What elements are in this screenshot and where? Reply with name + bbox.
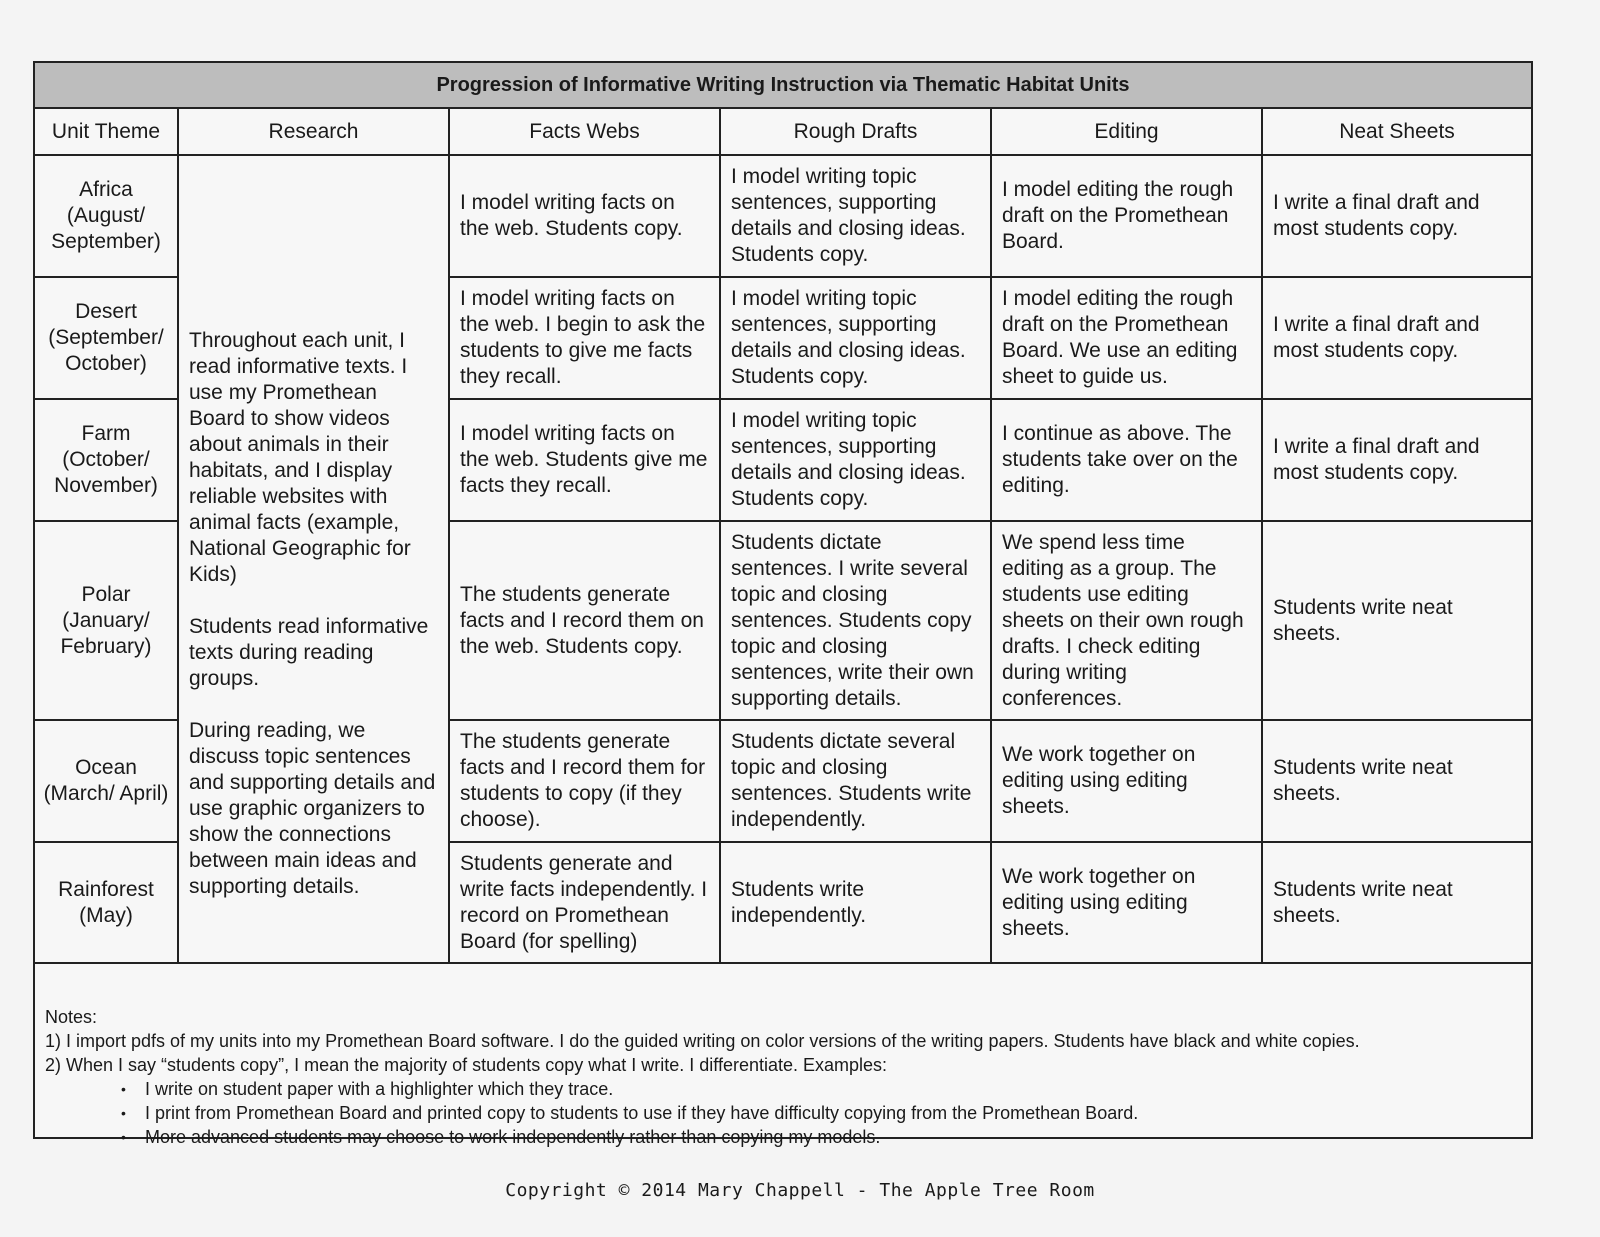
editing-cell: I model editing the rough draft on the Promethean Board. We use an editing sheet to guide us.: [991, 277, 1262, 399]
unit-name: Rainforest: [58, 877, 154, 901]
bullet-text: I print from Promethean Board and printed copy to students to use if they have difficulty copying from the Promethean Board.: [145, 1103, 1139, 1123]
unit-theme-cell: [35, 720, 178, 842]
unit-months: (May): [79, 903, 133, 927]
table-title: Progression of Informative Writing Instruction via Thematic Habitat Units: [35, 63, 1531, 108]
header-unit-theme: Unit Theme: [35, 108, 178, 155]
editing-cell: I continue as above. The students take over on the editing.: [991, 399, 1262, 521]
rough-drafts-cell: I model writing topic sentences, supporting details and closing ideas. Students copy.: [720, 155, 991, 277]
rough-drafts-cell: Students write independently.: [720, 842, 991, 963]
research-paragraph: Throughout each unit, I read informative texts. I use my Promethean Board to show videos about animals in their habitats, and I display reliable websites with animal facts (example, National Geographic for Kids): [189, 329, 411, 586]
rough-drafts-cell: Students dictate sentences. I write several topic and closing sentences. Students copy topic and closing sentences, write their own supporting details.: [720, 521, 991, 720]
unit-name: Farm: [81, 422, 131, 445]
neat-sheets-cell: Students write neat sheets.: [1262, 720, 1531, 842]
unit-theme-cell: [35, 521, 178, 720]
bullet-text: More advanced students may choose to work independently rather than copying my models.: [145, 1127, 881, 1147]
list-item: [121, 1101, 1525, 1125]
unit-theme-cell: [35, 277, 178, 399]
unit-name: Polar: [81, 582, 131, 606]
unit-name: Ocean: [75, 756, 137, 779]
notes-heading: Notes:: [45, 1007, 98, 1027]
bullet-icon: •: [121, 1129, 126, 1145]
header-row: [35, 108, 1531, 155]
copyright-footer: Copyright © 2014 Mary Chappell - The Apple Tree Room: [505, 1180, 1095, 1201]
note-item: 1) I import pdfs of my units into my Promethean Board software. I do the guided writing on color versions of the writing papers. Students have black and white copies.: [45, 1031, 1360, 1051]
editing-cell: We spend less time editing as a group. The students use editing sheets on their own rough drafts. I check editing during writing conferences.: [991, 521, 1262, 720]
notes-bullet-list: [45, 1077, 1525, 1149]
bullet-icon: •: [121, 1105, 126, 1121]
bullet-icon: •: [121, 1081, 126, 1097]
unit-months: (January/ February): [60, 608, 152, 658]
document-frame: [33, 61, 1533, 1147]
header-editing: Editing: [991, 108, 1262, 155]
rough-drafts-cell: I model writing topic sentences, supporting details and closing ideas. Students copy.: [720, 277, 991, 399]
unit-name: Africa: [79, 178, 133, 201]
neat-sheets-cell: I write a final draft and most students copy.: [1262, 155, 1531, 277]
unit-name: Desert: [75, 300, 137, 323]
editing-cell: We work together on editing using editing sheets.: [991, 720, 1262, 842]
table-row: [35, 155, 1531, 277]
unit-months: (October/ November): [54, 448, 158, 497]
editing-cell: I model editing the rough draft on the Promethean Board.: [991, 155, 1262, 277]
facts-webs-cell: I model writing facts on the web. Students copy.: [449, 155, 720, 277]
neat-sheets-cell: I write a final draft and most students copy.: [1262, 277, 1531, 399]
header-facts-webs: Facts Webs: [449, 108, 720, 155]
note-item: 2) When I say “students copy”, I mean the majority of students copy what I write. I differentiate. Examples:: [45, 1055, 888, 1075]
unit-months: (September/ October): [48, 326, 164, 375]
rough-drafts-cell: Students dictate several topic and closing sentences. Students write independently.: [720, 720, 991, 842]
unit-theme-cell: [35, 399, 178, 521]
research-paragraph: Students read informative texts during reading groups.: [189, 615, 429, 690]
research-cell: [178, 155, 449, 963]
unit-theme-cell: [35, 155, 178, 277]
unit-months: (March/ April): [43, 782, 169, 805]
research-paragraph: During reading, we discuss topic sentences and supporting details and use graphic organizers to show the connections between main ideas and supporting details.: [189, 719, 436, 898]
neat-sheets-cell: Students write neat sheets.: [1262, 521, 1531, 720]
header-rough-drafts: Rough Drafts: [720, 108, 991, 155]
facts-webs-cell: The students generate facts and I record them for students to copy (if they choose).: [449, 720, 720, 842]
instruction-table: [35, 63, 1531, 964]
unit-theme-cell: [35, 842, 178, 963]
neat-sheets-cell: I write a final draft and most students copy.: [1262, 399, 1531, 521]
editing-cell: We work together on editing using editing sheets.: [991, 842, 1262, 963]
facts-webs-cell: I model writing facts on the web. I begin to ask the students to give me facts they recall.: [449, 277, 720, 399]
header-neat-sheets: Neat Sheets: [1262, 108, 1531, 155]
facts-webs-cell: I model writing facts on the web. Students give me facts they recall.: [449, 399, 720, 521]
header-research: Research: [178, 108, 449, 155]
facts-webs-cell: The students generate facts and I record them on the web. Students copy.: [449, 521, 720, 720]
neat-sheets-cell: Students write neat sheets.: [1262, 842, 1531, 963]
bullet-text: I write on student paper with a highlighter which they trace.: [145, 1079, 614, 1099]
list-item: [121, 1077, 1525, 1101]
unit-months: (August/ September): [51, 204, 161, 253]
notes-section: [45, 1005, 1525, 1149]
rough-drafts-cell: I model writing topic sentences, supporting details and closing ideas. Students copy.: [720, 399, 991, 521]
facts-webs-cell: Students generate and write facts independently. I record on Promethean Board (for spelling): [449, 842, 720, 963]
list-item: [121, 1125, 1525, 1149]
